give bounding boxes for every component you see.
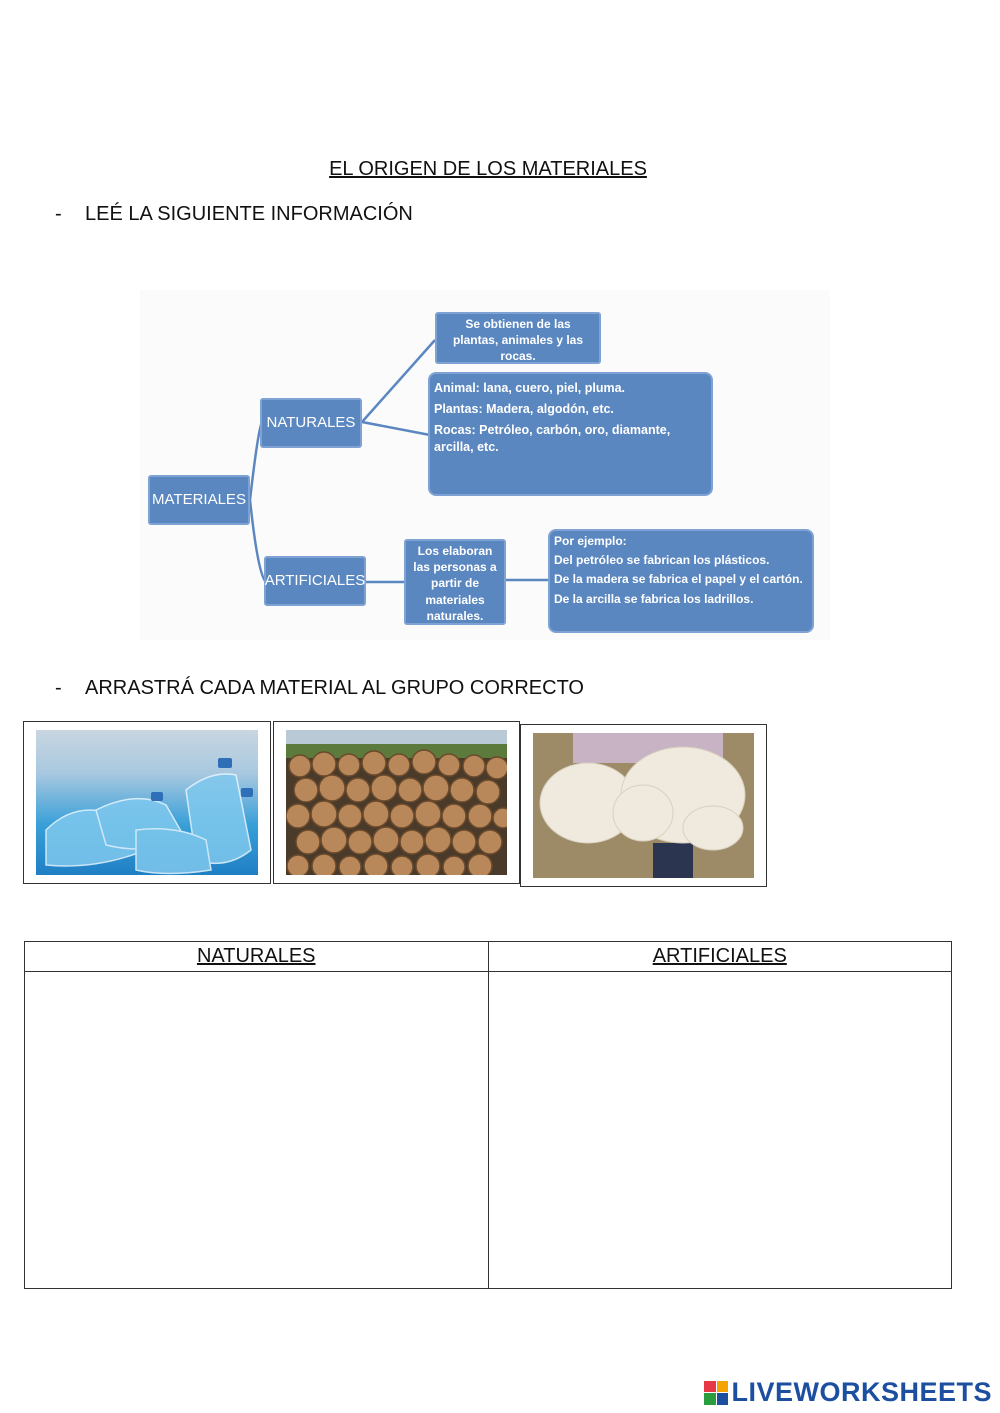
instruction-drag-text: ARRASTRÁ CADA MATERIAL AL GRUPO CORRECTO [85,677,584,699]
map-artificiales-origin: Los elaboran las personas a partir de materiales naturales. [404,539,506,625]
map-node-artificiales: ARTIFICIALES [264,556,366,606]
map-artificiales-example-madera: De la madera se fabrica el papel y el cartón. [554,572,803,587]
map-naturales-example-plantas: Plantas: Madera, algodón, etc. [434,401,614,416]
instruction-read-text: LEÉ LA SIGUIENTE INFORMACIÓN [85,203,413,225]
map-artificiales-examples [548,529,814,633]
wool-illustration [533,733,754,878]
wool-image[interactable] [520,724,767,887]
instruction-drag [55,677,584,700]
map-root-materiales: MATERIALES [148,475,250,525]
connector-naturales-origin [362,340,435,422]
map-artificiales-example-intro: Por ejemplo: [554,534,627,548]
column-header-naturales: NATURALES [25,942,489,972]
liveworksheets-logo-icon [704,1381,728,1405]
bullet-dash: - [55,203,62,225]
map-artificiales-example-arcilla: De la arcilla se fabrica los ladrillos. [554,591,754,606]
concept-map [140,290,830,640]
drop-zone-naturales[interactable] [25,972,489,1289]
instruction-read [55,203,413,226]
drop-zone-artificiales[interactable] [488,972,952,1289]
plastic-bottles-illustration [36,730,258,875]
sort-table-header-row [25,942,952,972]
map-naturales-origin: Se obtienen de las plantas, animales y las rocas. [435,312,601,364]
sort-table [24,941,952,1289]
column-header-artificiales: ARTIFICIALES [488,942,952,972]
sort-table-drop-row [25,972,952,1289]
worksheet-title: EL ORIGEN DE LOS MATERIALES [329,158,647,180]
map-naturales-examples [428,372,713,496]
map-naturales-example-animal: Animal: lana, cuero, piel, pluma. [434,381,626,395]
map-node-naturales: NATURALES [260,398,362,448]
liveworksheets-logo [704,1377,992,1408]
map-naturales-example-rocas: Rocas: Petróleo, carbón, oro, diamante, arcilla, etc. [434,422,671,454]
liveworksheets-logo-text: LIVEWORKSHEETS [731,1377,992,1407]
bullet-dash: - [55,677,62,699]
wood-logs-image[interactable] [273,721,520,884]
connector-naturales-examples [362,422,430,435]
plastic-bottles-image[interactable] [23,721,271,884]
map-artificiales-example-petroleo: Del petróleo se fabrican los plásticos. [554,553,770,568]
wood-logs-illustration [286,730,507,875]
